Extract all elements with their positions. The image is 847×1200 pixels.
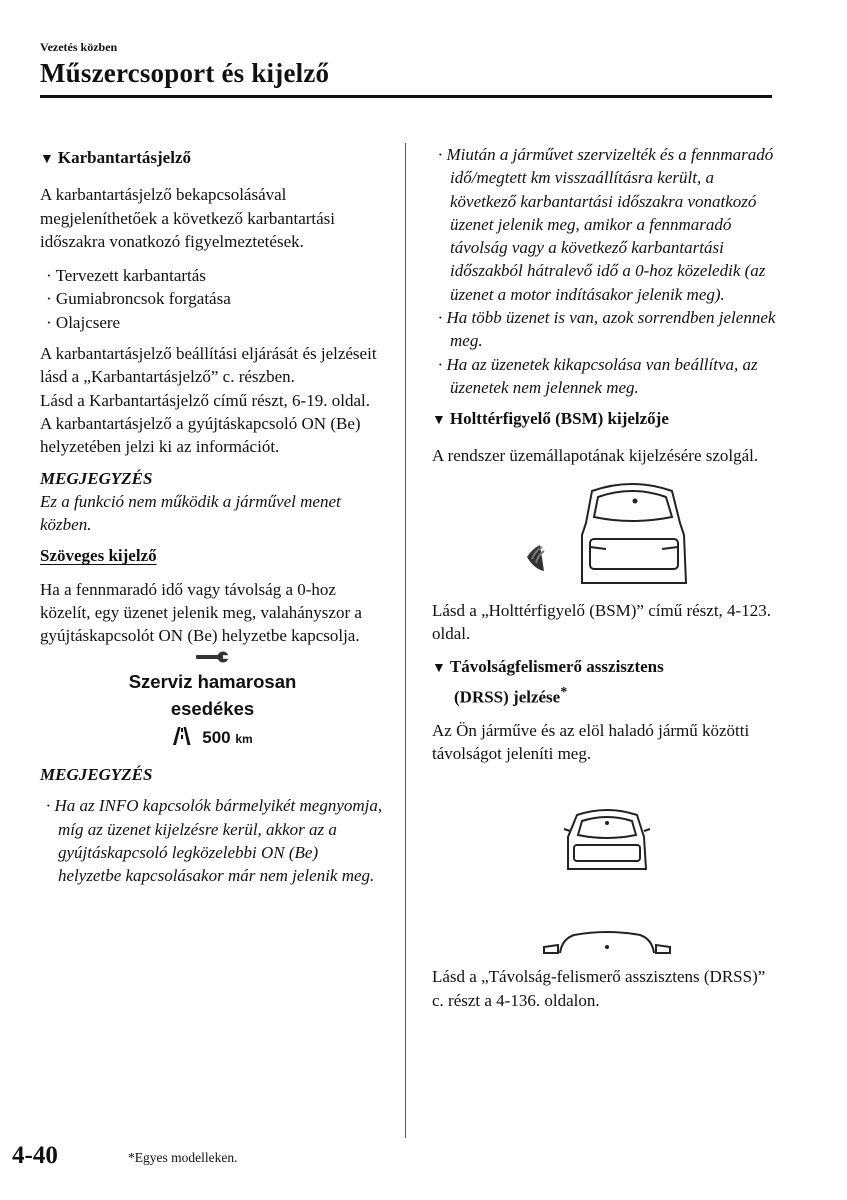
triangle-icon: ▼ [40, 152, 54, 167]
note-label: MEGJEGYZÉS [40, 764, 153, 784]
drss-reference: Lásd a „Távolság-felismerő asszisztens (DRSS)” c. részt a 4-136. oldalon. [432, 967, 766, 1010]
bsm-heading: ▼ Holttérfigyelő (BSM) kijelzője [432, 409, 669, 429]
bsm-illustration [432, 475, 777, 593]
left-column [40, 143, 385, 887]
settings-reference: A karbantartásjelző beállítási eljárását és jelzéseit lásd a „Karbantartásjelző” c. részben. [40, 344, 377, 387]
column-divider [405, 143, 406, 1138]
title-divider [40, 95, 772, 98]
bsm-reference: Lásd a „Holttérfigyelő (BSM)” című részt, 4-123. oldal. [432, 600, 771, 644]
note-bullet: · Ha több üzenet is van, azok sorrendben jelennek meg. [438, 308, 776, 351]
note-bullet: · Ha az üzenetek kikapcsolása van beállítva, az üzenetek nem jelennek meg. [438, 354, 758, 397]
page-reference: Lásd a Karbantartásjelző című részt, 6-19. oldal. [40, 390, 370, 410]
list-item: · Gumiabroncsok forgatása [46, 289, 231, 309]
list-item: · Tervezett karbantartás [46, 266, 206, 286]
bsm-body: A rendszer üzemállapotának kijelzésére szolgál. [432, 445, 759, 465]
wrench-icon [196, 650, 230, 664]
ignition-info: A karbantartásjelző a gyújtáskapcsoló ON (Be) helyzetében jelzi ki az információt. [40, 413, 361, 457]
display-message-line: Szerviz hamarosan [128, 670, 297, 692]
text-display-body: Ha a fennmaradó idő vagy távolság a 0-hoz közelít, egy üzenet jelenik meg, valahányszor a gyújtáskapcsolót ON (Be) helyzetbe kapcsolja. [40, 579, 362, 646]
note-text: Ez a funkció nem működik a járművel menet közben. [40, 491, 341, 535]
display-message-line: esedékes [170, 697, 255, 719]
triangle-icon: ▼ [432, 413, 446, 429]
drss-illustration [432, 771, 777, 961]
right-column [432, 143, 777, 1012]
note-text: · Ha az INFO kapcsolók bármelyikét megnyomja, míg az üzenet kijelzésre kerül, akkor az a gyújtáskapcsoló legközelebbi ON (Be) helyzetbe kapcsolásakor már nem jelenik meg. [46, 796, 383, 886]
distance-value: 500 [202, 727, 231, 747]
page-number: 4-40 [12, 1142, 58, 1169]
text-display-heading: Szöveges kijelző [40, 546, 157, 566]
maintenance-intro: A karbantartásjelző bekapcsolásával megjeleníthetőek a következő karbantartási időszakra vonatkozó figyelmeztetések. [40, 185, 336, 251]
maintenance-list [40, 264, 385, 334]
drss-heading-line: (DRSS) jelzése* [454, 683, 568, 707]
service-message-display [40, 650, 385, 751]
drss-heading: ▼ Távolságfelismerő asszisztens [432, 657, 664, 677]
note-label: MEGJEGYZÉS [40, 468, 153, 488]
footnote-marker: * [560, 683, 568, 700]
distance-unit: km [235, 731, 253, 746]
page-title: Műszercsoport és kijelző [40, 58, 330, 88]
road-icon [172, 725, 192, 747]
list-item: · Olajcsere [46, 312, 121, 332]
distance-readout [40, 725, 385, 751]
maintenance-heading: ▼ Karbantartásjelző [40, 148, 191, 167]
note-bullet: · Miután a járművet szervizelték és a fennmaradó idő/megtett km visszaállításra került, a következő karbantartási időszakra vonatkozó üzenet jelenik meg, amikor a fennmaradó távolság vagy a következő karbantartási időszakból hátralevő idő a 0-hoz közeledik (az üzenet a motor indításakor jelenik meg). [438, 145, 774, 304]
triangle-icon: ▼ [432, 661, 446, 677]
footnote: *Egyes modelleken. [128, 1150, 238, 1165]
section-label: Vezetés közben [40, 40, 118, 54]
drss-body: Az Ön járműve és az elöl haladó jármű közötti távolságot jeleníti meg. [432, 720, 750, 763]
